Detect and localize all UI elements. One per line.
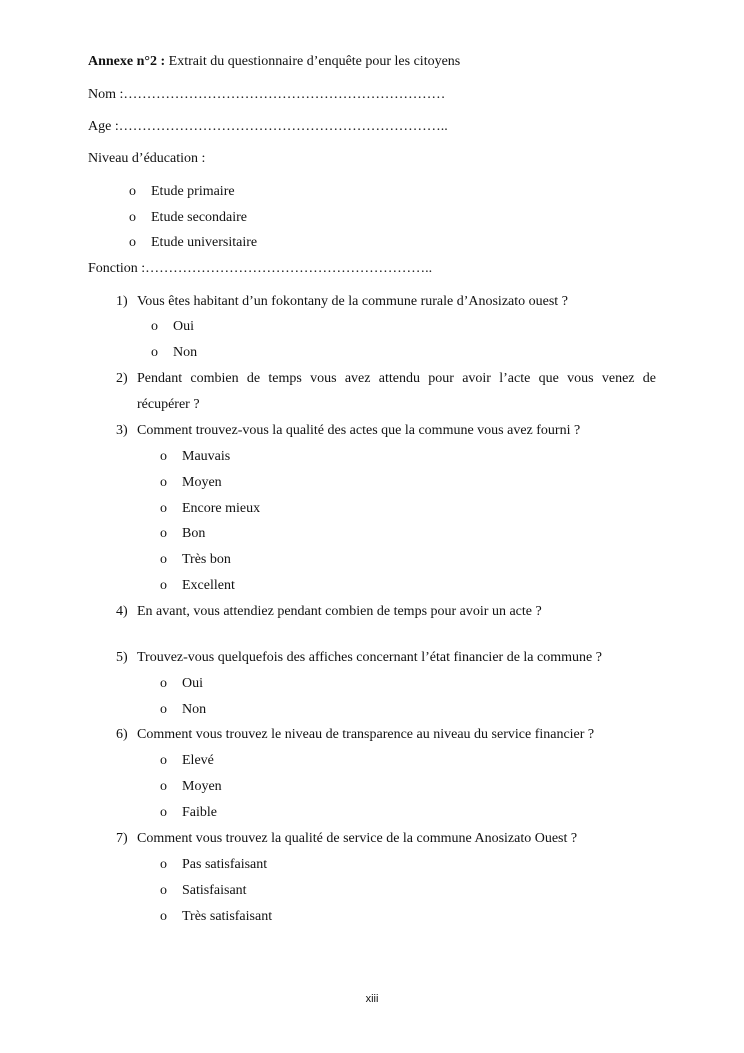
question-text: Comment vous trouvez le niveau de transparence au niveau du service financier ? (137, 727, 595, 742)
bullet-icon: o (160, 909, 167, 924)
question-option: Moyen (182, 779, 222, 794)
question-number: 5) (116, 650, 128, 665)
question-option: Pas satisfaisant (182, 857, 268, 872)
question-option: Moyen (182, 475, 222, 490)
bullet-icon: o (160, 552, 167, 567)
question-number: 7) (116, 831, 128, 846)
annex-title-bold: Annexe n°2 : (88, 54, 166, 69)
education-option: Etude universitaire (151, 235, 258, 250)
question-option: Encore mieux (182, 501, 261, 516)
page-number: xiii (365, 993, 379, 1005)
question-option: Non (182, 702, 207, 717)
annex-title (88, 54, 460, 70)
question-number: 2) (116, 371, 128, 386)
bullet-icon: o (160, 501, 167, 516)
question-option: Bon (182, 526, 206, 541)
question-text: Comment vous trouvez la qualité de service de la commune Anosizato Ouest ? (137, 831, 578, 846)
question-number: 6) (116, 727, 128, 742)
education-option: Etude primaire (151, 184, 235, 199)
question-option: Elevé (182, 753, 214, 768)
bullet-icon: o (160, 475, 167, 490)
question-option: Très bon (182, 552, 231, 567)
question-option: Mauvais (182, 449, 231, 464)
field-niveau-education: Niveau d’éducation : (88, 151, 206, 166)
field-age: Age :…………………………………………………………….. (88, 119, 448, 134)
question-text: Trouvez-vous quelquefois des affiches concernant l’état financier de la commune ? (137, 650, 602, 665)
question-number: 4) (116, 604, 128, 619)
field-fonction: Fonction :…………………………………………………….. (88, 261, 433, 276)
bullet-icon: o (160, 857, 167, 872)
bullet-icon: o (160, 578, 167, 593)
question-number: 1) (116, 294, 128, 309)
question-option: Oui (182, 676, 203, 691)
question-option: Très satisfaisant (182, 909, 273, 924)
question-text: Comment trouvez-vous la qualité des actes que la commune vous avez fourni ? (137, 423, 581, 438)
question-option: Satisfaisant (182, 883, 247, 898)
field-nom: Nom :…………………………………………………………… (88, 87, 446, 102)
question-option: Non (173, 345, 198, 360)
bullet-icon: o (129, 184, 136, 199)
bullet-icon: o (129, 210, 136, 225)
question-option: Excellent (182, 578, 235, 593)
bullet-icon: o (160, 526, 167, 541)
education-option: Etude secondaire (151, 210, 248, 225)
bullet-icon: o (160, 805, 167, 820)
bullet-icon: o (151, 345, 158, 360)
bullet-icon: o (160, 779, 167, 794)
question-number: 3) (116, 423, 128, 438)
question-option: Oui (173, 319, 194, 334)
bullet-icon: o (160, 449, 167, 464)
bullet-icon: o (160, 676, 167, 691)
bullet-icon: o (129, 235, 136, 250)
question-option: Faible (182, 805, 217, 820)
question-text-line2: récupérer ? (137, 397, 200, 412)
bullet-icon: o (160, 702, 167, 717)
question-text: En avant, vous attendiez pendant combien de temps pour avoir un acte ? (137, 604, 542, 619)
bullet-icon: o (160, 753, 167, 768)
question-text: Vous êtes habitant d’un fokontany de la commune rurale d’Anosizato ouest ? (137, 294, 568, 309)
annex-title-text: Extrait du questionnaire d’enquête pour les citoyens (165, 54, 461, 69)
bullet-icon: o (160, 883, 167, 898)
bullet-icon: o (151, 319, 158, 334)
question-text-line1: Pendant combien de temps vous avez attendu pour avoir l’acte que vous venez de (137, 371, 656, 386)
